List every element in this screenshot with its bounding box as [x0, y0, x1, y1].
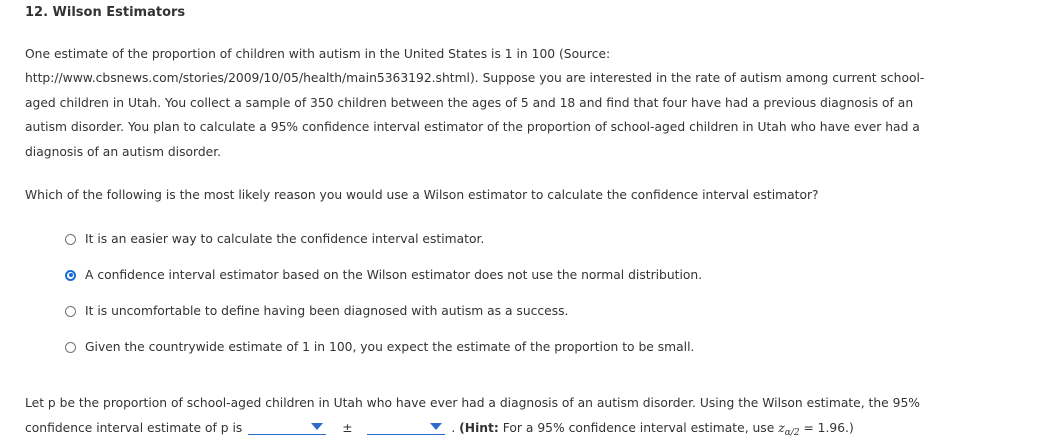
- intro-line: diagnosis of an autism disorder.: [25, 144, 222, 159]
- radio-button[interactable]: [65, 234, 76, 245]
- intro-line: aged children in Utah. You collect a sample of 350 children between the ages of 5 and 18 and find that four have had a previous diagnosis of an: [25, 95, 914, 110]
- intro-line: One estimate of the proportion of children with autism in the United States is 1 in 100 (Source:: [25, 47, 611, 61]
- answer-line-2: confidence interval estimate of p is ± . (Hint: For a 95% confidence interval estimate, use $z_{\alpha/2} = 1.96$.): [25, 416, 920, 445]
- hint-label: (Hint:: [459, 420, 499, 435]
- radio-button[interactable]: [65, 306, 76, 317]
- option-easier[interactable]: [65, 230, 484, 248]
- dropdown-arrow-icon[interactable]: [430, 423, 442, 430]
- option-label: It is an easier way to calculate the confidence interval estimator.: [85, 232, 485, 246]
- interval-center-dropdown[interactable]: [248, 418, 326, 435]
- z-symbol: z: [778, 420, 785, 435]
- question-intro: [25, 42, 1015, 164]
- answer-prefix: confidence interval estimate of p is: [25, 420, 243, 435]
- margin-of-error-dropdown[interactable]: [367, 418, 445, 435]
- option-label: It is uncomfortable to define having been diagnosed with autism as a success.: [85, 304, 569, 318]
- radio-button[interactable]: [65, 342, 76, 353]
- option-no-normal[interactable]: [65, 266, 702, 284]
- option-label: A confidence interval estimator based on the Wilson estimator does not use the normal distribution.: [85, 268, 703, 282]
- question-title: 12. Wilson Estimators: [25, 5, 186, 20]
- option-label: Given the countrywide estimate of 1 in 100, you expect the estimate of the proportion to be small.: [85, 340, 695, 354]
- z-subscript: α/2: [784, 427, 800, 438]
- question-prompt: Which of the following is the most likely reason you would use a Wilson estimator to calculate the confidence interval estimator?: [25, 188, 819, 202]
- dropdown-arrow-icon[interactable]: [311, 423, 323, 430]
- answer-line-1: Let p be the proportion of school-aged children in Utah who have ever had a diagnosis of an autism disorder. Using the Wilson estimate, the 95%: [25, 396, 920, 410]
- intro-line: http://www.cbsnews.com/stories/2009/10/05/health/main5363192.shtml). Suppose you are interested in the rate of autism among current school-: [25, 71, 925, 86]
- plus-minus-sign: ±: [342, 420, 353, 435]
- option-uncomfortable[interactable]: [65, 302, 568, 320]
- radio-button-selected[interactable]: [65, 270, 76, 281]
- intro-line: autism disorder. You plan to calculate a 95% confidence interval estimator of the proportion of school-aged children in Utah who have ever had a: [25, 120, 920, 135]
- answer-section: [25, 391, 920, 445]
- hint-text: For a 95% confidence interval estimate, use: [502, 420, 775, 435]
- z-value: = 1.96.): [803, 420, 854, 435]
- option-small-estimate[interactable]: [65, 338, 694, 356]
